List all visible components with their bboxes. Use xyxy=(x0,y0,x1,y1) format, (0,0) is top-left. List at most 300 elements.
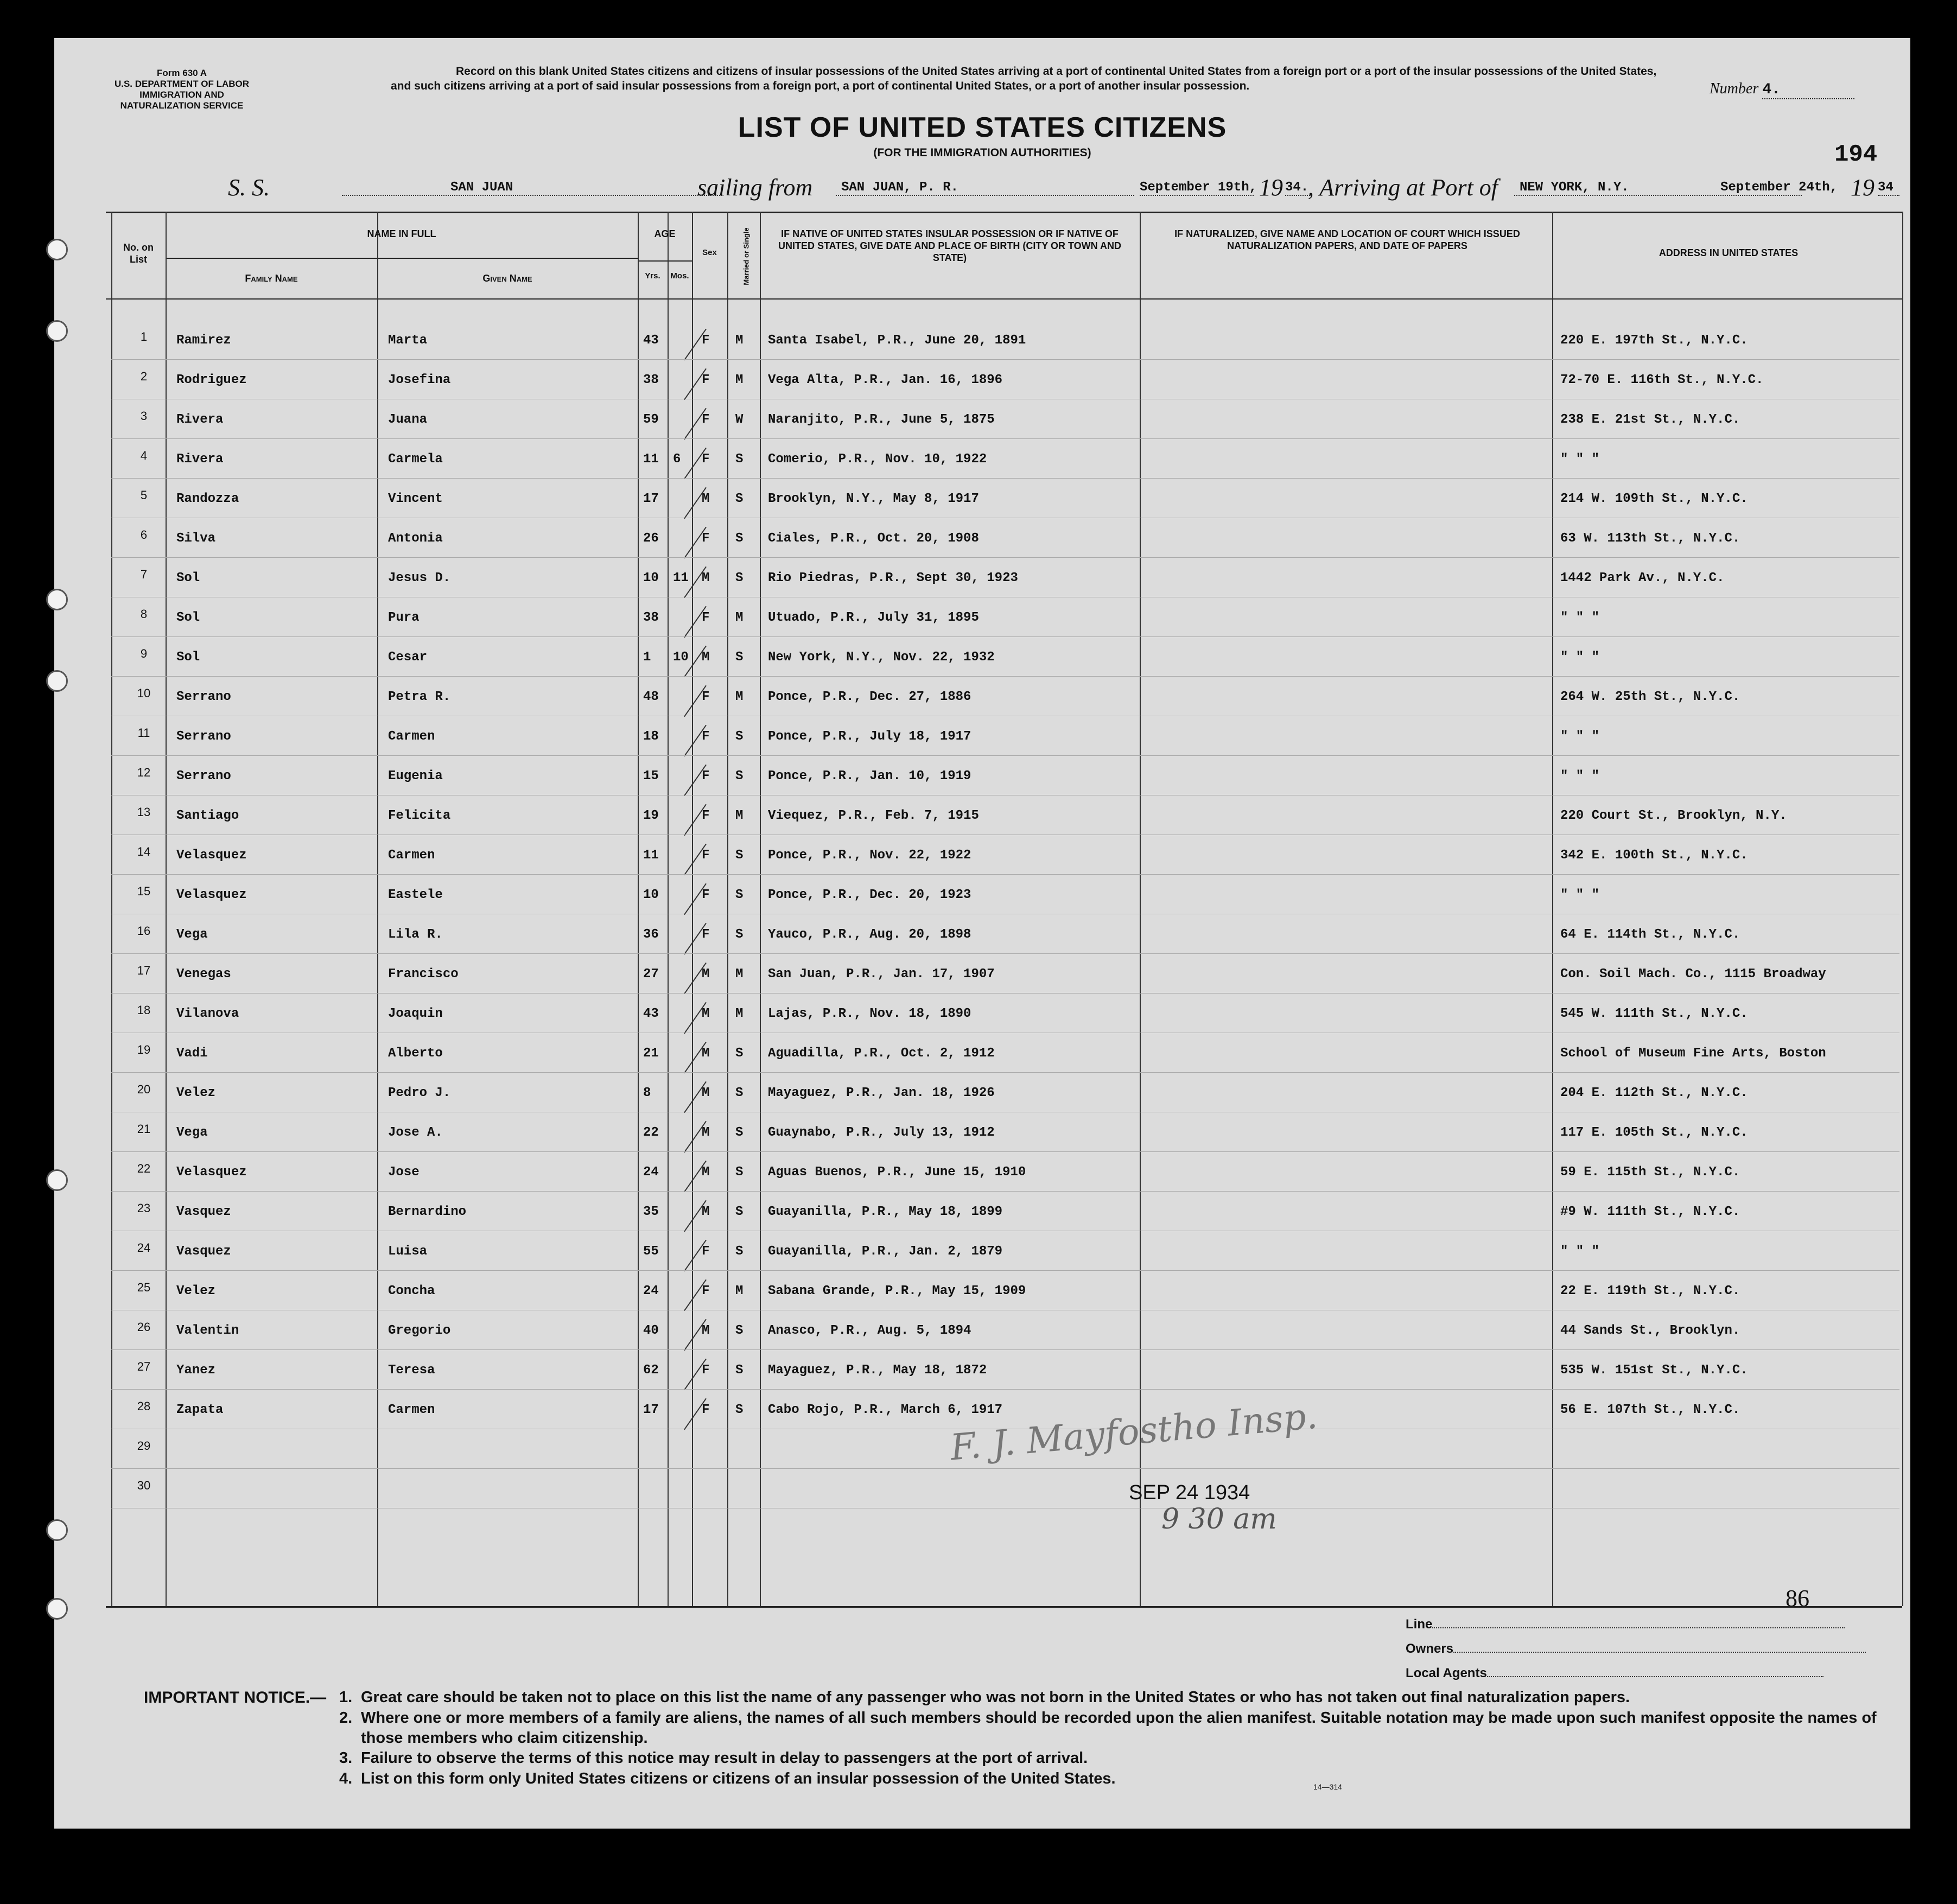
voyage-line xyxy=(168,174,1905,212)
given-name-cell: Eastele xyxy=(388,888,443,902)
given-name-cell: Bernardino xyxy=(388,1205,467,1219)
sex-cell: F xyxy=(702,927,710,942)
table-row xyxy=(54,994,1910,1033)
birth-place-date-cell: Anasco, P.R., Aug. 5, 1894 xyxy=(768,1323,971,1338)
sex-cell: F xyxy=(702,769,710,784)
punch-hole xyxy=(46,320,68,342)
owners-field: Owners xyxy=(1406,1641,1866,1657)
birth-place-date-cell: Aguadilla, P.R., Oct. 2, 1912 xyxy=(768,1046,995,1061)
header-address: ADDRESS IN UNITED STATES xyxy=(1659,247,1799,258)
marital-status-cell: S xyxy=(735,1363,744,1378)
sex-cell: F xyxy=(702,412,710,427)
notice-item: 1. Great care should be taken not to place on this list the name of any passenger who was not born in the United States or who has not taken out final naturalization papers. xyxy=(339,1689,1630,1706)
marital-status-cell: W xyxy=(735,412,744,427)
row-number: 6 xyxy=(140,528,148,542)
age-years-cell: 8 xyxy=(643,1086,651,1100)
row-number: 9 xyxy=(140,647,148,660)
row-number: 12 xyxy=(137,766,151,779)
row-number: 14 xyxy=(137,845,151,858)
marital-status-cell: S xyxy=(735,650,744,665)
sail-year-prefix: 19 xyxy=(1259,174,1283,201)
name-subheader-rule xyxy=(166,258,638,259)
given-name-cell: Teresa xyxy=(388,1363,435,1378)
family-name-cell: Velasquez xyxy=(176,888,247,902)
marital-status-cell: M xyxy=(735,610,744,625)
family-name-cell: Valentin xyxy=(176,1323,239,1338)
number-value: 4. xyxy=(1762,81,1854,99)
birth-place-date-cell: Brooklyn, N.Y., May 8, 1917 xyxy=(768,492,979,506)
header-married-single: Married or Single xyxy=(742,227,751,285)
table-row xyxy=(54,795,1910,835)
table-row xyxy=(54,677,1910,716)
table-row xyxy=(54,1033,1910,1073)
table-row xyxy=(54,835,1910,875)
table-row xyxy=(54,1310,1910,1350)
sex-cell: F xyxy=(702,690,710,704)
birth-place-date-cell: Naranjito, P.R., June 5, 1875 xyxy=(768,412,995,427)
family-name-cell: Sol xyxy=(176,610,200,625)
sex-cell: F xyxy=(702,848,710,863)
given-name-cell: Francisco xyxy=(388,967,459,982)
sex-cell: M xyxy=(702,571,710,585)
birth-place-date-cell: Guayanilla, P.R., Jan. 2, 1879 xyxy=(768,1244,1003,1259)
sex-cell: F xyxy=(702,808,710,823)
given-name-cell: Carmen xyxy=(388,729,435,744)
given-name-cell: Jose xyxy=(388,1165,420,1180)
age-years-cell: 40 xyxy=(643,1323,659,1338)
address-cell: 22 E. 119th St., N.Y.C. xyxy=(1560,1284,1740,1298)
local-agents-field: Local Agents xyxy=(1406,1666,1823,1681)
given-name-cell: Gregorio xyxy=(388,1323,451,1338)
sex-cell: M xyxy=(702,1323,710,1338)
marital-status-cell: M xyxy=(735,1284,744,1298)
address-cell: 63 W. 113th St., N.Y.C. xyxy=(1560,531,1740,546)
family-name-cell: Zapata xyxy=(176,1403,224,1417)
table-row xyxy=(54,1390,1910,1429)
row-number: 23 xyxy=(137,1201,151,1215)
address-cell: 44 Sands St., Brooklyn. xyxy=(1560,1323,1740,1338)
row-number: 10 xyxy=(137,686,151,700)
family-name-cell: Santiago xyxy=(176,808,239,823)
table-row xyxy=(54,637,1910,677)
age-years-cell: 38 xyxy=(643,610,659,625)
birth-place-date-cell: Lajas, P.R., Nov. 18, 1890 xyxy=(768,1007,971,1021)
age-years-cell: 27 xyxy=(643,967,659,982)
given-name-cell: Alberto xyxy=(388,1046,443,1061)
marital-status-cell: S xyxy=(735,1165,744,1180)
family-name-cell: Velez xyxy=(176,1086,216,1100)
given-name-cell: Felicita xyxy=(388,808,451,823)
marital-status-cell: S xyxy=(735,848,744,863)
address-cell: 342 E. 100th St., N.Y.C. xyxy=(1560,848,1748,863)
arrival-date-stamp: SEP 24 1934 xyxy=(1129,1481,1250,1504)
given-name-cell: Pura xyxy=(388,610,420,625)
table-row xyxy=(54,439,1910,479)
birth-place-date-cell: Mayaguez, P.R., May 18, 1872 xyxy=(768,1363,987,1378)
age-years-cell: 48 xyxy=(643,690,659,704)
given-name-cell: Jose A. xyxy=(388,1125,443,1140)
intro-instructions: Record on this blank United States citizens and citizens of insular possessions of the United States arriving at a port of continental United States from a foreign port or a port of the insular possessions of the United States, and such citizens arriving at a port of said insular possessions from a foreign port, a port of continental United States, or a port of another insular possession. xyxy=(391,65,1657,92)
punch-hole xyxy=(46,589,68,610)
header-family-name: Family Name xyxy=(245,273,298,284)
age-years-cell: 22 xyxy=(643,1125,659,1140)
row-number: 7 xyxy=(140,568,148,581)
header-top-rule xyxy=(106,212,1902,213)
table-row xyxy=(54,1469,1910,1508)
birth-place-date-cell: Ponce, P.R., Dec. 27, 1886 xyxy=(768,690,971,704)
header-sex: Sex xyxy=(702,248,717,257)
birth-place-date-cell: Aguas Buenos, P.R., June 15, 1910 xyxy=(768,1165,1026,1180)
marital-status-cell: M xyxy=(735,1007,744,1021)
address-cell: 59 E. 115th St., N.Y.C. xyxy=(1560,1165,1740,1180)
age-years-cell: 35 xyxy=(643,1205,659,1219)
birth-place-date-cell: New York, N.Y., Nov. 22, 1932 xyxy=(768,650,995,665)
age-years-cell: 38 xyxy=(643,373,659,387)
sex-cell: M xyxy=(702,1165,710,1180)
address-cell: 535 W. 151st St., N.Y.C. xyxy=(1560,1363,1748,1378)
sail-year: 34. xyxy=(1285,180,1312,196)
table-row xyxy=(54,399,1910,439)
table-row xyxy=(54,914,1910,954)
given-name-cell: Petra R. xyxy=(388,690,451,704)
marital-status-cell: M xyxy=(735,373,744,387)
row-number: 13 xyxy=(137,805,151,819)
punch-hole xyxy=(46,1598,68,1620)
address-cell: Con. Soil Mach. Co., 1115 Broadway xyxy=(1560,967,1826,982)
given-name-cell: Pedro J. xyxy=(388,1086,451,1100)
address-cell: " " " xyxy=(1560,769,1600,784)
marital-status-cell: S xyxy=(735,452,744,467)
sheet-number: 194 xyxy=(1834,141,1878,168)
sex-cell: M xyxy=(702,1086,710,1100)
list-number xyxy=(1710,80,1854,99)
arrival-date: September 24th, xyxy=(1720,180,1838,195)
age-years-cell: 36 xyxy=(643,927,659,942)
family-name-cell: Venegas xyxy=(176,967,231,982)
birth-place-date-cell: Rio Piedras, P.R., Sept 30, 1923 xyxy=(768,571,1018,585)
age-years-cell: 26 xyxy=(643,531,659,546)
birth-place-date-cell: Ciales, P.R., Oct. 20, 1908 xyxy=(768,531,979,546)
sex-cell: M xyxy=(702,1205,710,1219)
marital-status-cell: S xyxy=(735,1323,744,1338)
page-number: 86 xyxy=(1786,1585,1809,1612)
header-age: AGE xyxy=(654,228,676,239)
age-years-cell: 19 xyxy=(643,808,659,823)
family-name-cell: Serrano xyxy=(176,729,231,744)
row-number: 22 xyxy=(137,1162,151,1175)
sex-cell: M xyxy=(702,492,710,506)
form-identifier xyxy=(92,68,271,111)
family-name-cell: Randozza xyxy=(176,492,239,506)
notice-item: 4. List on this form only United States citizens or citizens of an insular possession of the United States. xyxy=(339,1770,1116,1787)
age-years-cell: 43 xyxy=(643,333,659,348)
row-number: 19 xyxy=(137,1043,151,1056)
age-months-cell: 6 xyxy=(673,452,681,467)
header-no-on-list: No. on List xyxy=(123,242,154,265)
address-cell: #9 W. 111th St., N.Y.C. xyxy=(1560,1205,1740,1219)
row-number: 25 xyxy=(137,1281,151,1294)
birth-place-date-cell: Comerio, P.R., Nov. 10, 1922 xyxy=(768,452,987,467)
marital-status-cell: S xyxy=(735,1125,744,1140)
inspector-signature: F. J. Mayfostho Insp. xyxy=(948,1394,1319,1469)
row-number: 2 xyxy=(140,370,148,383)
table-row xyxy=(54,1271,1910,1310)
given-name-cell: Josefina xyxy=(388,373,451,387)
sex-cell: F xyxy=(702,1363,710,1378)
address-cell: " " " xyxy=(1560,888,1600,902)
address-cell: 264 W. 25th St., N.Y.C. xyxy=(1560,690,1740,704)
from-port: SAN JUAN, P. R. xyxy=(836,180,1134,196)
birth-place-date-cell: Santa Isabel, P.R., June 20, 1891 xyxy=(768,333,1026,348)
sex-cell: F xyxy=(702,888,710,902)
sex-cell: M xyxy=(702,650,710,665)
notice-title: IMPORTANT NOTICE.— xyxy=(144,1689,327,1706)
row-number: 17 xyxy=(137,964,151,977)
table-row xyxy=(54,954,1910,994)
address-cell: 56 E. 107th St., N.Y.C. xyxy=(1560,1403,1740,1417)
header-naturalized: IF NATURALIZED, GIVE NAME AND LOCATION OF COURT WHICH ISSUED NATURALIZATION PAPERS, AND DATE OF PAPERS xyxy=(1174,228,1520,251)
age-years-cell: 24 xyxy=(643,1165,659,1180)
row-number: 3 xyxy=(140,409,148,423)
age-years-cell: 1 xyxy=(643,650,651,665)
birth-place-date-cell: Ponce, P.R., Dec. 20, 1923 xyxy=(768,888,971,902)
header-yrs: Yrs. xyxy=(645,271,660,281)
given-name-cell: Lila R. xyxy=(388,927,443,942)
given-name-cell: Eugenia xyxy=(388,769,443,784)
sail-date: September 19th, xyxy=(1140,180,1257,195)
age-months-cell: 11 xyxy=(673,571,689,585)
marital-status-cell: M xyxy=(735,690,744,704)
print-code: 14—314 xyxy=(1313,1782,1342,1791)
age-years-cell: 43 xyxy=(643,1007,659,1021)
birth-place-date-cell: Cabo Rojo, P.R., March 6, 1917 xyxy=(768,1403,1003,1417)
sex-cell: F xyxy=(702,373,710,387)
row-number: 18 xyxy=(137,1003,151,1017)
table-row xyxy=(54,1073,1910,1112)
ship-name: SAN JUAN xyxy=(342,180,722,196)
birth-place-date-cell: Utuado, P.R., July 31, 1895 xyxy=(768,610,979,625)
family-name-cell: Vasquez xyxy=(176,1244,231,1259)
marital-status-cell: S xyxy=(735,1244,744,1259)
birth-place-date-cell: Mayaguez, P.R., Jan. 18, 1926 xyxy=(768,1086,995,1100)
birth-place-date-cell: Ponce, P.R., Jan. 10, 1919 xyxy=(768,769,971,784)
address-cell: 117 E. 105th St., N.Y.C. xyxy=(1560,1125,1748,1140)
family-name-cell: Vilanova xyxy=(176,1007,239,1021)
age-years-cell: 18 xyxy=(643,729,659,744)
table-row xyxy=(54,518,1910,558)
sex-cell: F xyxy=(702,610,710,625)
age-subheader-rule xyxy=(638,260,692,262)
table-row xyxy=(54,1112,1910,1152)
family-name-cell: Serrano xyxy=(176,769,231,784)
row-number: 28 xyxy=(137,1399,151,1413)
notice-item: 2. Where one or more members of a family are aliens, the names of all such members should be recorded upon the alien manifest. Suitable notation may be made upon such manifest opposite the names of those members who claim citizenship. xyxy=(339,1709,1877,1747)
family-name-cell: Rivera xyxy=(176,452,224,467)
arriving-label: , Arriving at Port of xyxy=(1308,174,1498,201)
punch-hole xyxy=(46,239,68,260)
address-cell: 220 E. 197th St., N.Y.C. xyxy=(1560,333,1748,348)
given-name-cell: Carmen xyxy=(388,848,435,863)
birth-place-date-cell: Ponce, P.R., Nov. 22, 1922 xyxy=(768,848,971,863)
age-years-cell: 59 xyxy=(643,412,659,427)
row-number: 20 xyxy=(137,1082,151,1096)
age-years-cell: 11 xyxy=(643,848,659,863)
marital-status-cell: S xyxy=(735,769,744,784)
row-number: 8 xyxy=(140,607,148,621)
table-row xyxy=(54,1152,1910,1192)
ss-label: S. S. xyxy=(228,174,270,201)
row-number: 26 xyxy=(137,1320,151,1334)
given-name-cell: Vincent xyxy=(388,492,443,506)
row-number: 30 xyxy=(137,1479,151,1492)
notice-item: 3. Failure to observe the terms of this notice may result in delay to passengers at the port of arrival. xyxy=(339,1749,1088,1767)
table-row xyxy=(54,1350,1910,1390)
given-name-cell: Cesar xyxy=(388,650,428,665)
birth-place-date-cell: Yauco, P.R., Aug. 20, 1898 xyxy=(768,927,971,942)
marital-status-cell: S xyxy=(735,571,744,585)
marital-status-cell: S xyxy=(735,531,744,546)
table-row xyxy=(54,756,1910,795)
table-row xyxy=(54,597,1910,637)
row-number: 21 xyxy=(137,1122,151,1136)
service-name-2: NATURALIZATION SERVICE xyxy=(120,100,244,111)
row-number: 4 xyxy=(140,449,148,462)
sex-cell: F xyxy=(702,1403,710,1417)
address-cell: 214 W. 109th St., N.Y.C. xyxy=(1560,492,1748,506)
form-number: Form 630 A xyxy=(157,68,207,78)
family-name-cell: Rivera xyxy=(176,412,224,427)
manifest-sheet xyxy=(54,38,1910,1829)
punch-hole xyxy=(46,1519,68,1541)
age-months-cell: 10 xyxy=(673,650,689,665)
birth-place-date-cell: Viequez, P.R., Feb. 7, 1915 xyxy=(768,808,979,823)
row-number: 27 xyxy=(137,1360,151,1373)
birth-place-date-cell: Vega Alta, P.R., Jan. 16, 1896 xyxy=(768,373,1003,387)
marital-status-cell: S xyxy=(735,729,744,744)
table-row xyxy=(54,558,1910,597)
sex-cell: F xyxy=(702,531,710,546)
sex-cell: F xyxy=(702,452,710,467)
header-bottom-rule xyxy=(106,298,1902,300)
number-label: Number xyxy=(1710,80,1759,97)
marital-status-cell: S xyxy=(735,1205,744,1219)
marital-status-cell: S xyxy=(735,492,744,506)
age-years-cell: 10 xyxy=(643,888,659,902)
family-name-cell: Ramirez xyxy=(176,333,231,348)
address-cell: 220 Court St., Brooklyn, N.Y. xyxy=(1560,808,1787,823)
family-name-cell: Yanez xyxy=(176,1363,216,1378)
address-cell: 545 W. 111th St., N.Y.C. xyxy=(1560,1007,1748,1021)
sex-cell: F xyxy=(702,333,710,348)
table-row xyxy=(54,1231,1910,1271)
marital-status-cell: S xyxy=(735,1086,744,1100)
age-years-cell: 17 xyxy=(643,1403,659,1417)
sex-cell: M xyxy=(702,1007,710,1021)
address-cell: 204 E. 112th St., N.Y.C. xyxy=(1560,1086,1748,1100)
address-cell: 1442 Park Av., N.Y.C. xyxy=(1560,571,1725,585)
arrival-time-note: 9 30 am xyxy=(1161,1503,1277,1536)
family-name-cell: Rodriguez xyxy=(176,373,247,387)
table-row xyxy=(54,360,1910,399)
marital-status-cell: M xyxy=(735,967,744,982)
address-cell: " " " xyxy=(1560,1244,1600,1259)
table-row xyxy=(54,1192,1910,1231)
given-name-cell: Carmela xyxy=(388,452,443,467)
address-cell: School of Museum Fine Arts, Boston xyxy=(1560,1046,1826,1061)
page-title: LIST OF UNITED STATES CITIZENS xyxy=(738,112,1227,143)
line-field: Line xyxy=(1406,1617,1845,1632)
row-number: 16 xyxy=(137,924,151,938)
family-name-cell: Vega xyxy=(176,927,208,942)
age-years-cell: 21 xyxy=(643,1046,659,1061)
sex-cell: M xyxy=(702,1046,710,1061)
given-name-cell: Marta xyxy=(388,333,428,348)
address-cell: 238 E. 21st St., N.Y.C. xyxy=(1560,412,1740,427)
age-years-cell: 55 xyxy=(643,1244,659,1259)
table-row xyxy=(54,479,1910,518)
family-name-cell: Vasquez xyxy=(176,1205,231,1219)
family-name-cell: Velez xyxy=(176,1284,216,1298)
header-name-in-full: NAME IN FULL xyxy=(367,228,436,239)
age-years-cell: 62 xyxy=(643,1363,659,1378)
row-number: 15 xyxy=(137,884,151,898)
given-name-cell: Luisa xyxy=(388,1244,428,1259)
given-name-cell: Joaquin xyxy=(388,1007,443,1021)
birth-place-date-cell: Ponce, P.R., July 18, 1917 xyxy=(768,729,971,744)
row-number: 11 xyxy=(137,726,150,740)
given-name-cell: Concha xyxy=(388,1284,435,1298)
table-row xyxy=(54,716,1910,756)
address-cell: 64 E. 114th St., N.Y.C. xyxy=(1560,927,1740,942)
sex-cell: F xyxy=(702,1284,710,1298)
sailing-from-label: sailing from xyxy=(697,174,813,201)
marital-status-cell: S xyxy=(735,888,744,902)
address-cell: " " " xyxy=(1560,729,1600,744)
age-years-cell: 11 xyxy=(643,452,659,467)
page-subtitle: (FOR THE IMMIGRATION AUTHORITIES) xyxy=(873,147,1091,159)
given-name-cell: Juana xyxy=(388,412,428,427)
family-name-cell: Velasquez xyxy=(176,1165,247,1180)
header-mos: Mos. xyxy=(670,271,689,281)
given-name-cell: Carmen xyxy=(388,1403,435,1417)
family-name-cell: Serrano xyxy=(176,690,231,704)
family-name-cell: Vadi xyxy=(176,1046,208,1061)
birth-place-date-cell: San Juan, P.R., Jan. 17, 1907 xyxy=(768,967,995,982)
table-row xyxy=(54,320,1910,360)
header-given-name: Given Name xyxy=(482,273,532,284)
address-cell: " " " xyxy=(1560,610,1600,625)
table-bottom-rule xyxy=(106,1606,1902,1608)
marital-status-cell: M xyxy=(735,808,744,823)
family-name-cell: Velasquez xyxy=(176,848,247,863)
given-name-cell: Antonia xyxy=(388,531,443,546)
marital-status-cell: M xyxy=(735,333,744,348)
header-native: IF NATIVE OF UNITED STATES INSULAR POSSESSION OR IF NATIVE OF UNITED STATES, GIVE DATE AND PLACE OF BIRTH (CITY OR TOWN AND STATE) xyxy=(778,228,1121,263)
family-name-cell: Sol xyxy=(176,571,200,585)
family-name-cell: Sol xyxy=(176,650,200,665)
sex-cell: M xyxy=(702,1125,710,1140)
marital-status-cell: S xyxy=(735,927,744,942)
arrival-year-prefix: 19 xyxy=(1851,174,1875,201)
punch-hole xyxy=(46,1169,68,1191)
service-name-1: IMMIGRATION AND xyxy=(139,90,224,100)
row-number: 5 xyxy=(140,488,148,502)
age-years-cell: 24 xyxy=(643,1284,659,1298)
address-cell: " " " xyxy=(1560,452,1600,467)
sex-cell: M xyxy=(702,967,710,982)
age-years-cell: 10 xyxy=(643,571,659,585)
age-years-cell: 17 xyxy=(643,492,659,506)
